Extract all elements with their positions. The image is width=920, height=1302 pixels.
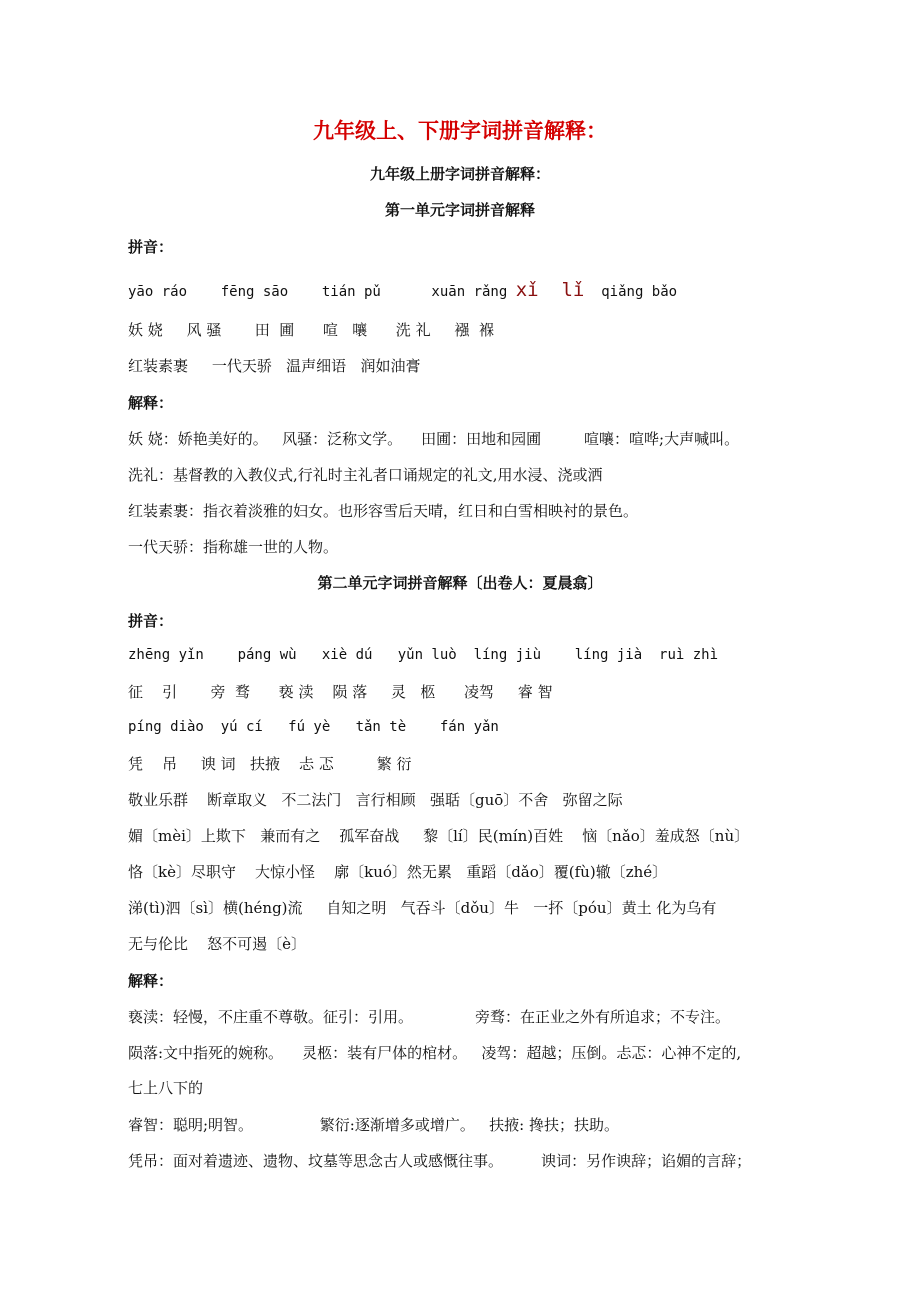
- unit2-explanation-4: 睿智：聪明;明智。 繁衍:逐渐增多或增广。 扶掖: 搀扶；扶助。: [128, 1116, 619, 1134]
- unit2-pinyin-label: 拼音：: [128, 612, 174, 630]
- document-title: 九年级上、下册字词拼音解释：: [313, 118, 607, 143]
- unit1-explanation-label: 解释：: [128, 394, 174, 412]
- unit2-idioms-3: 恪〔kè〕尽职守 大惊小怪 廓〔kuó〕然无累 重蹈〔dǎo〕覆(fù)辙〔zhé〕: [128, 863, 668, 881]
- unit1-explanation-2: 洗礼：基督教的入教仪式,行礼时主礼者口诵规定的礼文,用水浸、浇或洒: [128, 466, 603, 484]
- unit2-idioms-4: 涕(tì)泗〔sì〕横(héng)流 自知之明 气吞斗〔dǒu〕牛 一抔〔póu〕黄土 化为乌有: [128, 899, 717, 917]
- unit1-pinyin-red: xǐ lǐ: [515, 279, 585, 301]
- unit2-idioms-2: 媚〔mèi〕上欺下 兼而有之 孤军奋战 黎〔lí〕民(mín)百姓 恼〔nǎo〕羞成怒〔nù〕: [128, 827, 750, 845]
- unit2-explanation-1: 亵渎：轻慢，不庄重不尊敬。征引：引用。 旁骛：在正业之外有所追求；不专注。: [128, 1008, 730, 1026]
- unit1-explanation-3: 红装素裹：指衣着淡雅的妇女。也形容雪后天晴，红日和白雪相映衬的景色。: [128, 502, 639, 520]
- unit2-pinyin-row-1: zhēng yǐn páng wù xiè dú yǔn luò líng jiù líng jià ruì zhì: [128, 647, 719, 663]
- unit1-characters: 妖 娆 风 骚 田 圃 喧 嚷 洗 礼 襁 褓: [128, 321, 494, 339]
- unit2-explanation-3: 七上八下的: [128, 1079, 204, 1097]
- unit2-explanation-5: 凭吊：面对着遗迹、遗物、坟墓等思念古人或感慨往事。 谀词：另作谀辞；谄媚的言辞；: [128, 1152, 752, 1170]
- volume-subtitle: 九年级上册字词拼音解释：: [369, 165, 550, 183]
- unit1-pinyin-b: qiǎng bǎo: [584, 284, 678, 300]
- unit1-explanation-1: 妖 娆：娇艳美好的。 风骚：泛称文学。 田圃：田地和园圃 喧嚷：喧哗;大声喊叫。: [128, 430, 740, 448]
- unit2-title: 第二单元字词拼音解释〔出卷人：夏晨翕〕: [317, 574, 603, 592]
- unit2-explanation-2: 陨落:文中指死的婉称。 灵柩：装有尸体的棺材。 凌驾：超越；压倒。忐忑：心神不定的,: [128, 1044, 742, 1062]
- unit1-idioms: 红装素裹 一代天骄 温声细语 润如油膏: [128, 357, 421, 375]
- unit1-title: 第一单元字词拼音解释: [384, 201, 535, 219]
- unit1-pinyin-label: 拼音：: [128, 238, 174, 256]
- unit2-pinyin-row-2: píng diào yú cí fú yè tǎn tè fán yǎn: [128, 719, 499, 735]
- unit2-idioms-1: 敬业乐群 断章取义 不二法门 言行相顾 强聒〔guō〕不舍 弥留之际: [128, 791, 623, 809]
- unit2-idioms-5: 无与伦比 怒不可遏〔è〕: [128, 935, 306, 953]
- unit2-characters-1: 征 引 旁 骛 亵 渎 陨 落 灵 柩 凌驾 睿 智: [128, 683, 553, 701]
- unit1-explanation-4: 一代天骄：指称雄一世的人物。: [128, 538, 339, 556]
- unit1-pinyin-row: [128, 279, 677, 301]
- unit2-explanation-label: 解释：: [128, 972, 174, 990]
- unit1-pinyin-a: yāo ráo fēng sāo tián pǔ xuān rǎng: [128, 284, 516, 300]
- unit2-characters-2: 凭 吊 谀 词 扶掖 忐 忑 繁 衍: [128, 755, 412, 773]
